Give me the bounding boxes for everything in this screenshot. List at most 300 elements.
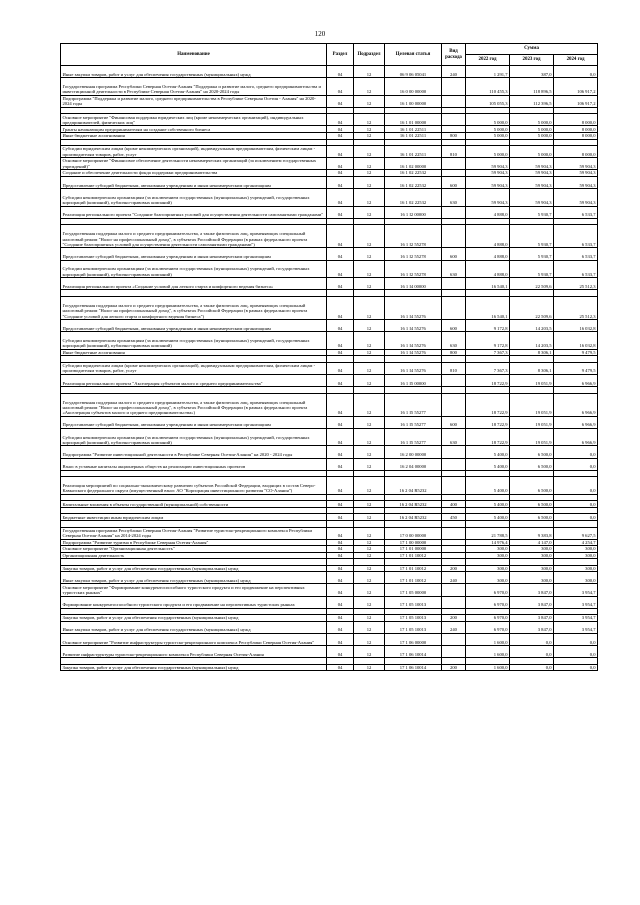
row-sum-2024: 0,0: [554, 501, 598, 508]
row-sum-2022: 59 904,3: [466, 170, 510, 177]
row-sum-2024: 0,0: [554, 645, 598, 657]
row-sum-2022: 9 172,8: [466, 319, 510, 331]
row-section: 04: [327, 621, 354, 633]
row-sum-2023: 5 930,7: [510, 260, 554, 278]
row-subsection: 12: [354, 170, 385, 177]
row-sum-2024: 0,0: [554, 446, 598, 458]
table-row: [61, 374, 598, 386]
row-sum-2022: 16 540,1: [466, 296, 510, 319]
row-section: 04: [327, 596, 354, 608]
row-sum-2024: 0,0: [554, 66, 598, 78]
row-name: Развитие инфраструктуры туристско-рекреационного комплекса Республики Северная Осетия-Алания: [61, 645, 327, 657]
row-subsection: 12: [354, 225, 385, 248]
row-expense-type: 810: [442, 146, 466, 158]
row-sum-2024: 9 627,5: [554, 527, 598, 539]
row-section: 04: [327, 645, 354, 657]
row-sum-2022: 5 400,0: [466, 446, 510, 458]
row-name: Субсидии юридическим лицам (кроме некоммерческих организаций), индивидуальным предпринимателям, физическим лицам - производителям товаров, работ, услуг: [61, 362, 327, 374]
row-section: 04: [327, 332, 354, 350]
table-body: [61, 66, 598, 671]
row-sum-2024: 6 533,7: [554, 260, 598, 278]
row-sum-2024: 3 954,7: [554, 596, 598, 608]
row-target: 16 2 04 R5232: [385, 477, 442, 495]
row-section: 04: [327, 158, 354, 170]
row-section: 04: [327, 95, 354, 107]
row-expense-type: [442, 596, 466, 608]
row-subsection: 12: [354, 188, 385, 206]
row-target: 17 1 01 10012: [385, 572, 442, 584]
row-expense-type: 810: [442, 362, 466, 374]
row-name: Предоставление субсидий бюджетным, автономным учреждениям и иным некоммерческим организациям: [61, 176, 327, 188]
row-sum-2024: 59 904,3: [554, 170, 598, 177]
row-target: 16 1 I2 55278: [385, 260, 442, 278]
row-sum-2024: 4 254,7: [554, 539, 598, 546]
row-sum-2022: 6 970,0: [466, 596, 510, 608]
row-sum-2024: 59 904,3: [554, 176, 598, 188]
row-expense-type: 630: [442, 428, 466, 446]
row-sum-2022: 18 722,9: [466, 428, 510, 446]
row-section: 04: [327, 374, 354, 386]
row-sum-2024: 59 904,3: [554, 188, 598, 206]
table-row: [61, 527, 598, 539]
row-sum-2024: 0,0: [554, 477, 598, 495]
row-subsection: 12: [354, 133, 385, 140]
row-name: Гранты начинающим предпринимателям на создание собственного бизнеса: [61, 126, 327, 133]
table-row: [61, 278, 598, 290]
row-target: 16 1 01 22511: [385, 126, 442, 133]
row-expense-type: 630: [442, 332, 466, 350]
table-row: [61, 78, 598, 96]
row-section: 04: [327, 664, 354, 671]
row-target: 17 1 06 10014: [385, 664, 442, 671]
row-sum-2023: 300,0: [510, 565, 554, 572]
row-sum-2024: 6 533,7: [554, 225, 598, 248]
row-sum-2023: 22 509,6: [510, 296, 554, 319]
row-section: 04: [327, 572, 354, 584]
row-target: 16 1 I4 55276: [385, 349, 442, 356]
row-subsection: 12: [354, 319, 385, 331]
row-target: 16 1 I4 00000: [385, 278, 442, 290]
row-section: 04: [327, 477, 354, 495]
row-sum-2024: 25 512,3: [554, 278, 598, 290]
row-section: 04: [327, 416, 354, 428]
row-sum-2022: 5 400,0: [466, 501, 510, 508]
row-sum-2022: 105 055,3: [466, 95, 510, 107]
row-sum-2023: 22 509,6: [510, 278, 554, 290]
row-target: 17 1 06 00000: [385, 633, 442, 645]
row-sum-2023: 6 500,0: [510, 514, 554, 521]
row-expense-type: [442, 296, 466, 319]
row-sum-2023: 6 500,0: [510, 501, 554, 508]
row-section: 04: [327, 633, 354, 645]
row-target: 17 1 05 10013: [385, 596, 442, 608]
row-name: Предоставление субсидий бюджетным, автономным учреждениям и иным некоммерческим организациям: [61, 416, 327, 428]
row-target: 17 1 06 10014: [385, 645, 442, 657]
row-sum-2024: 8 000,0: [554, 114, 598, 126]
row-sum-2023: 19 051,9: [510, 428, 554, 446]
row-target: 16 1 01 22511: [385, 146, 442, 158]
row-sum-2024: 3 954,7: [554, 621, 598, 633]
table-row: [61, 260, 598, 278]
row-section: 04: [327, 349, 354, 356]
row-sum-2023: 387,0: [510, 66, 554, 78]
row-name: Закупка товаров, работ и услуг для обеспечения государственных (муниципальных) нужд: [61, 664, 327, 671]
row-expense-type: [442, 158, 466, 170]
row-expense-type: 200: [442, 664, 466, 671]
row-sum-2024: 300,0: [554, 572, 598, 584]
row-expense-type: [442, 584, 466, 596]
row-subsection: 12: [354, 546, 385, 553]
row-sum-2022: 1 291,7: [466, 66, 510, 78]
row-section: 04: [327, 319, 354, 331]
row-subsection: 12: [354, 633, 385, 645]
row-expense-type: 200: [442, 565, 466, 572]
row-sum-2022: 5 000,0: [466, 114, 510, 126]
row-sum-2023: 3 847,0: [510, 596, 554, 608]
row-subsection: 12: [354, 514, 385, 521]
row-expense-type: [442, 225, 466, 248]
row-expense-type: 200: [442, 615, 466, 622]
row-target: 17 0 00 00000: [385, 527, 442, 539]
header-sums: Сумма: [466, 44, 598, 55]
row-target: 16 1 02 00000: [385, 158, 442, 170]
row-name: Реализация регионального проекта «Создание условий для легкого старта и комфортного ведения бизнеса»: [61, 278, 327, 290]
row-subsection: 12: [354, 206, 385, 218]
row-expense-type: 240: [442, 621, 466, 633]
row-section: 04: [327, 446, 354, 458]
row-name: Реализация регионального проекта "Создание благоприятных условий для осуществления деятельности самозанятыми гражданами": [61, 206, 327, 218]
row-subsection: 12: [354, 374, 385, 386]
row-sum-2024: 6 966,9: [554, 393, 598, 416]
row-target: 16 1 I2 00000: [385, 206, 442, 218]
row-expense-type: 800: [442, 349, 466, 356]
row-sum-2023: 6 500,0: [510, 446, 554, 458]
row-sum-2023: 59 904,3: [510, 158, 554, 170]
row-sum-2022: 5 400,0: [466, 514, 510, 521]
row-name: Закупка товаров, работ и услуг для обеспечения государственных (муниципальных) нужд: [61, 565, 327, 572]
row-section: 04: [327, 176, 354, 188]
row-sum-2024: 300,0: [554, 565, 598, 572]
row-expense-type: [442, 393, 466, 416]
row-sum-2023: 14 203,5: [510, 332, 554, 350]
row-name: Капитальные вложения в объекты государственной (муниципальной) собственности: [61, 501, 327, 508]
row-sum-2023: 3 847,0: [510, 621, 554, 633]
row-sum-2023: 300,0: [510, 546, 554, 553]
row-expense-type: 600: [442, 176, 466, 188]
row-target: 16 2 04 00000: [385, 458, 442, 470]
row-name: Субсидии некоммерческим организациям (за исключением государственных (муниципальных) учреждений, государственных корпораций (компаний), публично-правовых компаний): [61, 332, 327, 350]
row-expense-type: [442, 95, 466, 107]
row-subsection: 12: [354, 158, 385, 170]
row-expense-type: 600: [442, 319, 466, 331]
row-sum-2022: 7 367,3: [466, 349, 510, 356]
row-target: 16 1 I5 00000: [385, 374, 442, 386]
row-section: 04: [327, 615, 354, 622]
row-sum-2024: 3 954,7: [554, 584, 598, 596]
row-subsection: 12: [354, 176, 385, 188]
row-section: 04: [327, 458, 354, 470]
row-sum-2023: 19 051,9: [510, 416, 554, 428]
row-sum-2022: 5 000,0: [466, 126, 510, 133]
header-subsection: Подраздел: [354, 44, 385, 66]
row-sum-2023: 5 930,7: [510, 225, 554, 248]
table-row: [61, 621, 598, 633]
row-sum-2022: 300,0: [466, 552, 510, 559]
row-target: 16 1 I4 55276: [385, 362, 442, 374]
row-name: Основное мероприятие "Развитие инфраструктуры туристско-рекреационного комплекса Республики Северная Осетия-Алания": [61, 633, 327, 645]
row-subsection: 12: [354, 458, 385, 470]
row-name: Подпрограмма "Развитие инвестиционной деятельности в Республике Северная Осетия-Алания" на 2020 - 2024 годы: [61, 446, 327, 458]
table-row: [61, 458, 598, 470]
row-sum-2024: 9 479,5: [554, 362, 598, 374]
row-subsection: 12: [354, 349, 385, 356]
row-subsection: 12: [354, 428, 385, 446]
row-name: Основное мероприятие "Финансовое обеспечение деятельности некоммерческих организаций (за исключением государственных учреждений)": [61, 158, 327, 170]
row-sum-2023: 0,0: [510, 645, 554, 657]
row-sum-2024: 6 966,9: [554, 428, 598, 446]
row-target: 16 1 00 00000: [385, 95, 442, 107]
row-name: Предоставление субсидий бюджетным, автономным учреждениям и иным некоммерческим организациям: [61, 319, 327, 331]
row-sum-2023: 8 306,1: [510, 349, 554, 356]
row-sum-2022: 59 904,3: [466, 188, 510, 206]
row-section: 04: [327, 428, 354, 446]
table-row: [61, 362, 598, 374]
row-sum-2022: 5 000,0: [466, 146, 510, 158]
row-sum-2022: 4 888,0: [466, 225, 510, 248]
row-expense-type: 630: [442, 260, 466, 278]
row-sum-2023: 3 847,0: [510, 615, 554, 622]
row-sum-2023: 118 896,5: [510, 78, 554, 96]
row-name: Основное мероприятие "Финансовая поддержка юридических лиц (кроме некоммерческих организаций), индивидуальных предпринимателей, физических лиц": [61, 114, 327, 126]
table-row: [61, 332, 598, 350]
row-sum-2022: 300,0: [466, 572, 510, 584]
row-name: Иные закупки товаров, работ и услуг для обеспечения государственных (муниципальных) нужд: [61, 621, 327, 633]
row-sum-2024: 6 533,7: [554, 248, 598, 260]
row-subsection: 12: [354, 501, 385, 508]
row-sum-2023: 59 904,3: [510, 170, 554, 177]
row-sum-2022: 59 904,3: [466, 158, 510, 170]
header-row-1: [61, 44, 598, 55]
row-sum-2022: 1 600,0: [466, 633, 510, 645]
row-section: 04: [327, 78, 354, 96]
row-name: Подпрограмма "Развитие туризма в Республике Северная Осетия-Алания": [61, 539, 327, 546]
row-subsection: 12: [354, 78, 385, 96]
row-target: 17 1 01 10012: [385, 565, 442, 572]
row-sum-2023: 5 000,0: [510, 114, 554, 126]
row-subsection: 12: [354, 260, 385, 278]
row-sum-2022: 4 888,0: [466, 248, 510, 260]
row-section: 04: [327, 546, 354, 553]
row-sum-2023: 9 383,8: [510, 527, 554, 539]
table-row: [61, 633, 598, 645]
table-row: [61, 66, 598, 78]
row-section: 04: [327, 188, 354, 206]
row-sum-2024: 8 000,0: [554, 146, 598, 158]
row-target: 16 1 02 22532: [385, 170, 442, 177]
row-subsection: 12: [354, 572, 385, 584]
row-subsection: 12: [354, 565, 385, 572]
table-row: [61, 146, 598, 158]
row-section: 04: [327, 393, 354, 416]
row-sum-2022: 21 788,5: [466, 527, 510, 539]
row-section: 04: [327, 362, 354, 374]
table-row: [61, 296, 598, 319]
row-sum-2023: 19 051,9: [510, 374, 554, 386]
row-sum-2022: 6 970,0: [466, 584, 510, 596]
row-name: Создание и обеспечение деятельности фонда поддержки предпринимательства: [61, 170, 327, 177]
row-section: 04: [327, 206, 354, 218]
row-sum-2023: 19 051,9: [510, 393, 554, 416]
row-expense-type: [442, 645, 466, 657]
row-target: 16 2 00 00000: [385, 446, 442, 458]
row-name: Предоставление субсидий бюджетным, автономным учреждениям и иным некоммерческим организациям: [61, 248, 327, 260]
table-row: [61, 572, 598, 584]
row-expense-type: 600: [442, 416, 466, 428]
row-target: 16 2 04 R5232: [385, 501, 442, 508]
row-sum-2022: 18 722,9: [466, 416, 510, 428]
row-sum-2022: 18 722,9: [466, 393, 510, 416]
row-section: 04: [327, 552, 354, 559]
row-name: Иные закупки товаров, работ и услуг для обеспечения государственных (муниципальных) нужд: [61, 66, 327, 78]
row-target: 17 1 05 00000: [385, 584, 442, 596]
row-expense-type: 800: [442, 133, 466, 140]
row-expense-type: [442, 527, 466, 539]
row-sum-2024: 106 917,2: [554, 78, 598, 96]
row-target: 16 1 01 00000: [385, 114, 442, 126]
row-name: Иные закупки товаров, работ и услуг для обеспечения государственных (муниципальных) нужд: [61, 572, 327, 584]
row-sum-2022: 18 722,9: [466, 374, 510, 386]
row-target: 17 1 00 00000: [385, 539, 442, 546]
row-name: Основное мероприятие "Организационная деятельность": [61, 546, 327, 553]
row-section: 04: [327, 514, 354, 521]
row-sum-2024: 3 954,7: [554, 615, 598, 622]
row-target: 16 1 I5 55277: [385, 393, 442, 416]
row-name: Государственная программа Республики Северная Осетия-Алания "Поддержка и развитие малого, среднего предпринимательства и инвестиционной деятельности в Республике Северная Осетия-Алания" на 2020-2024 годы: [61, 78, 327, 96]
row-sum-2022: 9 172,8: [466, 332, 510, 350]
row-name: Реализация мероприятий по социально-экономическому развитию субъектов Российской Федерации, входящих в состав Северо-Кавказского федерального округа (имущественный взнос АО "Корпорация инвестиционного развития "СО-Алания"): [61, 477, 327, 495]
row-sum-2023: 59 904,3: [510, 176, 554, 188]
row-section: 04: [327, 565, 354, 572]
row-sum-2023: 5 930,7: [510, 206, 554, 218]
row-sum-2022: 59 904,3: [466, 176, 510, 188]
row-target: 16 1 02 22532: [385, 188, 442, 206]
table-row: [61, 664, 598, 671]
row-subsection: 12: [354, 66, 385, 78]
row-expense-type: 450: [442, 514, 466, 521]
header-section: Раздел: [327, 44, 354, 66]
row-sum-2023: 5 930,7: [510, 248, 554, 260]
row-expense-type: [442, 278, 466, 290]
row-target: 17 1 05 10013: [385, 615, 442, 622]
row-name: Иные бюджетные ассигнования: [61, 349, 327, 356]
row-target: 16 2 04 R5232: [385, 514, 442, 521]
row-subsection: 12: [354, 527, 385, 539]
row-target: 16 0 00 00000: [385, 78, 442, 96]
row-section: 04: [327, 296, 354, 319]
row-sum-2024: 300,0: [554, 546, 598, 553]
row-name: Подпрограмма "Поддержка и развитие малого, среднего предпринимательства в Республике Северная Осетия - Алания" на 2020-2024 годы: [61, 95, 327, 107]
row-sum-2023: 0,0: [510, 633, 554, 645]
row-subsection: 12: [354, 126, 385, 133]
table-row: [61, 188, 598, 206]
row-sum-2023: 4 147,0: [510, 539, 554, 546]
table-row: [61, 114, 598, 126]
row-sum-2022: 300,0: [466, 546, 510, 553]
row-name: Закупка товаров, работ и услуг для обеспечения государственных (муниципальных) нужд: [61, 615, 327, 622]
row-subsection: 12: [354, 446, 385, 458]
row-sum-2023: 6 500,0: [510, 477, 554, 495]
row-expense-type: 630: [442, 188, 466, 206]
row-sum-2022: 5 400,0: [466, 458, 510, 470]
header-year-2023: 2023 год: [510, 55, 554, 66]
row-subsection: 12: [354, 621, 385, 633]
row-expense-type: [442, 114, 466, 126]
row-subsection: 12: [354, 393, 385, 416]
row-expense-type: 240: [442, 66, 466, 78]
row-sum-2023: 300,0: [510, 552, 554, 559]
row-sum-2023: 0,0: [510, 664, 554, 671]
row-expense-type: [442, 633, 466, 645]
row-sum-2022: 1 600,0: [466, 645, 510, 657]
row-target: 16 1 I4 55276: [385, 332, 442, 350]
row-sum-2024: 16 032,8: [554, 319, 598, 331]
row-sum-2022: 5 400,0: [466, 477, 510, 495]
row-section: 04: [327, 278, 354, 290]
row-name: Иные бюджетные ассигнования: [61, 133, 327, 140]
row-target: 16 1 I5 55277: [385, 416, 442, 428]
row-subsection: 12: [354, 539, 385, 546]
row-sum-2024: 25 512,3: [554, 296, 598, 319]
table-row: [61, 176, 598, 188]
row-name: Формирование конкурентоспособного туристского продукта и его продвижение на перспективных туристских рынках: [61, 596, 327, 608]
row-expense-type: 240: [442, 572, 466, 584]
page-number: 120: [314, 30, 326, 38]
header-target: Целевая статья: [385, 44, 442, 66]
header-year-2024: 2024 год: [554, 55, 598, 66]
table-row: [61, 206, 598, 218]
table-row: [61, 95, 598, 107]
row-section: 04: [327, 225, 354, 248]
row-target: 06 9 06 05041: [385, 66, 442, 78]
row-section: 04: [327, 146, 354, 158]
table-row: [61, 393, 598, 416]
row-expense-type: [442, 458, 466, 470]
row-target: 16 1 02 22532: [385, 176, 442, 188]
row-target: 16 1 I4 55276: [385, 296, 442, 319]
row-target: 17 1 05 10013: [385, 621, 442, 633]
row-subsection: 12: [354, 615, 385, 622]
row-name: Взнос в уставные капиталы акционерных обществ на реализацию инвестиционных проектов: [61, 458, 327, 470]
row-sum-2023: 14 203,5: [510, 319, 554, 331]
row-sum-2022: 16 540,1: [466, 278, 510, 290]
row-subsection: 12: [354, 362, 385, 374]
row-expense-type: 400: [442, 501, 466, 508]
row-sum-2022: 110 455,3: [466, 78, 510, 96]
row-sum-2024: 16 032,8: [554, 332, 598, 350]
table-row: [61, 584, 598, 596]
row-target: 16 1 I4 55276: [385, 319, 442, 331]
row-name: Государственная поддержка малого и среднего предпринимательства, а также физических лиц, применяющих специальный налоговый режим "Налог на профессиональный доход", в субъектах Российской Федерации (в рамках федерального проекта «Акселерация субъектов малого и среднего предпринимательства»): [61, 393, 327, 416]
row-section: 04: [327, 584, 354, 596]
row-subsection: 12: [354, 248, 385, 260]
row-subsection: 12: [354, 645, 385, 657]
row-sum-2024: 6 966,9: [554, 416, 598, 428]
row-section: 04: [327, 527, 354, 539]
row-target: 16 1 I2 55278: [385, 248, 442, 260]
row-name: Бюджетные инвестиции иным юридическим лицам: [61, 514, 327, 521]
row-sum-2024: 0,0: [554, 458, 598, 470]
row-sum-2024: 300,0: [554, 552, 598, 559]
